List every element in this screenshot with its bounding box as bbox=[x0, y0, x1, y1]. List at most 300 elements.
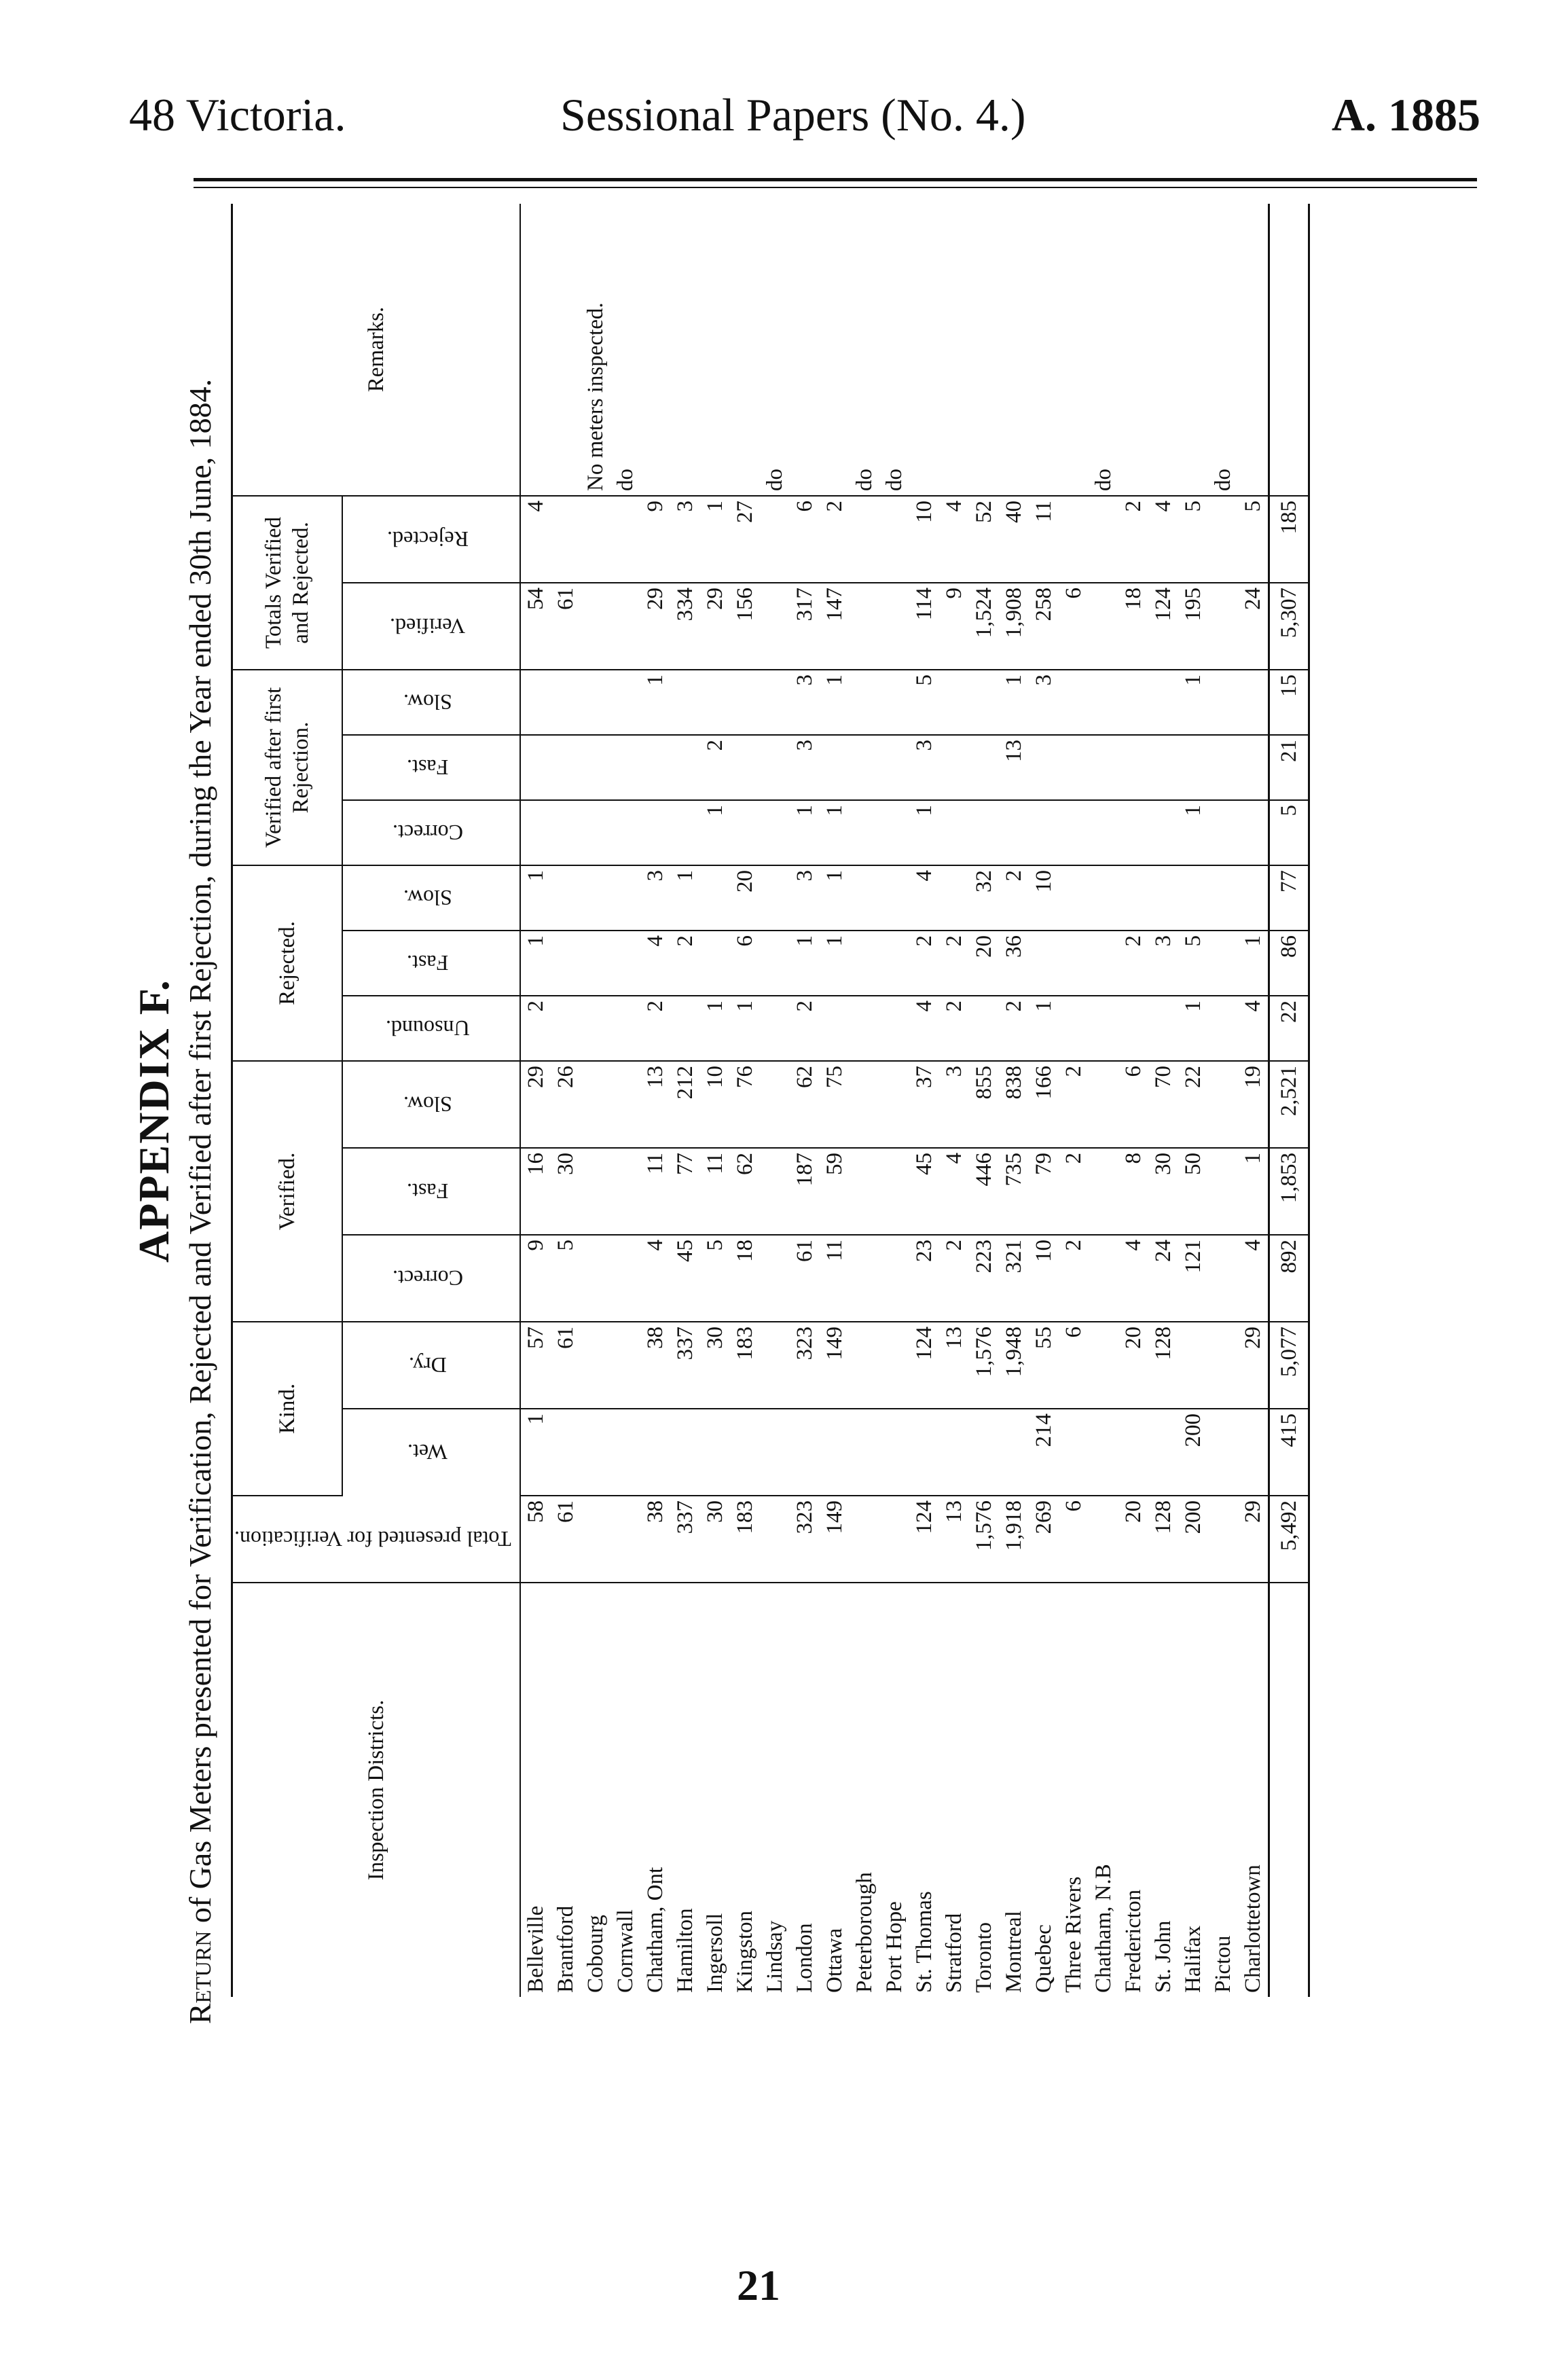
verified-fast-cell bbox=[760, 1148, 790, 1235]
header-rejected-slow: Slow. bbox=[342, 865, 520, 931]
after-slow-cell bbox=[610, 670, 640, 735]
verified-fast-cell bbox=[610, 1148, 640, 1235]
totals-rejected-cell: 1 bbox=[700, 496, 730, 583]
verified-fast-cell bbox=[850, 1148, 879, 1235]
rejected-unsound-cell: 22 bbox=[1269, 996, 1309, 1061]
after-correct-cell: 1 bbox=[1178, 800, 1208, 865]
header-verified-fast: Fast. bbox=[342, 1148, 520, 1235]
remarks-cell: do bbox=[1208, 204, 1238, 496]
rejected-slow-cell: 32 bbox=[969, 865, 999, 931]
totals-rejected-cell: 5 bbox=[1238, 496, 1269, 583]
dry-cell bbox=[1089, 1322, 1118, 1409]
verified-fast-cell: 77 bbox=[670, 1148, 700, 1235]
after-slow-cell: 1 bbox=[1178, 670, 1208, 735]
rejected-slow-cell bbox=[939, 865, 969, 931]
dry-cell: 323 bbox=[790, 1322, 820, 1409]
totals-rejected-cell bbox=[1089, 496, 1118, 583]
wet-cell: 200 bbox=[1178, 1409, 1208, 1496]
rejected-unsound-cell: 2 bbox=[790, 996, 820, 1061]
verified-correct-cell: 9 bbox=[520, 1235, 551, 1322]
district-cell: Quebec bbox=[1031, 1924, 1056, 1993]
remarks-cell bbox=[730, 204, 760, 496]
table-row bbox=[1118, 204, 1148, 1997]
table-row bbox=[760, 204, 790, 1997]
remarks-cell bbox=[1238, 204, 1269, 496]
totals-rejected-cell: 2 bbox=[820, 496, 850, 583]
district-cell: Montreal bbox=[1001, 1911, 1026, 1993]
remarks-cell bbox=[1029, 204, 1059, 496]
total-presented-cell: 124 bbox=[909, 1496, 939, 1583]
dry-cell: 183 bbox=[730, 1322, 760, 1409]
remarks-cell bbox=[1178, 204, 1208, 496]
table-row bbox=[1238, 204, 1269, 1997]
header-rule-thick bbox=[194, 178, 1477, 181]
rejected-slow-cell bbox=[551, 865, 581, 931]
rejected-unsound-cell bbox=[581, 996, 610, 1061]
rejected-fast-cell bbox=[760, 931, 790, 996]
dry-cell: 124 bbox=[909, 1322, 939, 1409]
wet-cell bbox=[879, 1409, 909, 1496]
verified-correct-cell: 18 bbox=[730, 1235, 760, 1322]
table-row bbox=[879, 204, 909, 1997]
totals-verified-cell: 124 bbox=[1148, 583, 1178, 670]
rejected-fast-cell: 20 bbox=[969, 931, 999, 996]
totals-rejected-cell: 6 bbox=[790, 496, 820, 583]
after-correct-cell: 1 bbox=[820, 800, 850, 865]
total-presented-cell: 269 bbox=[1029, 1496, 1059, 1583]
after-fast-cell: 3 bbox=[790, 735, 820, 800]
total-presented-cell bbox=[1208, 1496, 1238, 1583]
district-cell: Fredericton bbox=[1120, 1889, 1146, 1993]
total-presented-cell: 200 bbox=[1178, 1496, 1208, 1583]
rejected-unsound-cell: 1 bbox=[700, 996, 730, 1061]
wet-cell bbox=[730, 1409, 760, 1496]
after-slow-cell bbox=[850, 670, 879, 735]
rejected-unsound-cell bbox=[820, 996, 850, 1061]
total-presented-cell: 323 bbox=[790, 1496, 820, 1583]
district-cell: Peterborough bbox=[852, 1872, 877, 1993]
wet-cell bbox=[1238, 1409, 1269, 1496]
after-correct-cell: 5 bbox=[1269, 800, 1309, 865]
after-fast-cell bbox=[1059, 735, 1089, 800]
after-fast-cell bbox=[551, 735, 581, 800]
dry-cell: 29 bbox=[1238, 1322, 1269, 1409]
header-rejected-fast: Fast. bbox=[342, 931, 520, 996]
totals-verified-cell: 9 bbox=[939, 583, 969, 670]
appendix-title: APPENDIX F. bbox=[130, 979, 178, 1263]
totals-rejected-cell: 27 bbox=[730, 496, 760, 583]
header-kind: Kind. bbox=[232, 1322, 342, 1496]
rejected-fast-cell: 2 bbox=[670, 931, 700, 996]
totals-verified-cell: 114 bbox=[909, 583, 939, 670]
rejected-slow-cell bbox=[879, 865, 909, 931]
district-cell: Charlottetown bbox=[1240, 1864, 1265, 1993]
total-presented-cell: 337 bbox=[670, 1496, 700, 1583]
after-correct-cell bbox=[939, 800, 969, 865]
district-cell: Three Rivers bbox=[1061, 1876, 1086, 1993]
table-row bbox=[939, 204, 969, 1997]
total-presented-cell: 1,918 bbox=[999, 1496, 1029, 1583]
after-correct-cell bbox=[730, 800, 760, 865]
after-fast-cell bbox=[760, 735, 790, 800]
rejected-unsound-cell: 2 bbox=[999, 996, 1029, 1061]
wet-cell: 1 bbox=[520, 1409, 551, 1496]
rejected-slow-cell bbox=[1089, 865, 1118, 931]
totals-verified-cell: 18 bbox=[1118, 583, 1148, 670]
table-row bbox=[1029, 204, 1059, 1997]
after-fast-cell bbox=[610, 735, 640, 800]
wet-cell bbox=[1148, 1409, 1178, 1496]
dry-cell: 5,077 bbox=[1269, 1322, 1309, 1409]
wet-cell bbox=[1118, 1409, 1148, 1496]
totals-verified-cell: 29 bbox=[640, 583, 670, 670]
dry-cell: 1,948 bbox=[999, 1322, 1029, 1409]
rejected-unsound-cell: 2 bbox=[520, 996, 551, 1061]
total-presented-cell: 149 bbox=[820, 1496, 850, 1583]
verified-slow-cell: 3 bbox=[939, 1061, 969, 1148]
totals-rejected-cell: 3 bbox=[670, 496, 700, 583]
totals-verified-cell: 29 bbox=[700, 583, 730, 670]
rejected-unsound-cell bbox=[760, 996, 790, 1061]
after-correct-cell bbox=[640, 800, 670, 865]
header-dry: Dry. bbox=[342, 1322, 520, 1409]
totals-verified-cell: 24 bbox=[1238, 583, 1269, 670]
verified-fast-cell: 16 bbox=[520, 1148, 551, 1235]
verified-fast-cell: 446 bbox=[969, 1148, 999, 1235]
verified-correct-cell: 4 bbox=[1238, 1235, 1269, 1322]
verified-slow-cell bbox=[850, 1061, 879, 1148]
table-row bbox=[1178, 204, 1208, 1997]
after-slow-cell: 5 bbox=[909, 670, 939, 735]
verified-correct-cell: 321 bbox=[999, 1235, 1029, 1322]
header-after-rejection: Verified after first Rejection. bbox=[232, 670, 342, 865]
dry-cell bbox=[581, 1322, 610, 1409]
totals-verified-cell bbox=[760, 583, 790, 670]
verified-correct-cell: 4 bbox=[640, 1235, 670, 1322]
verified-correct-cell: 24 bbox=[1148, 1235, 1178, 1322]
dry-cell: 128 bbox=[1148, 1322, 1178, 1409]
after-fast-cell bbox=[581, 735, 610, 800]
totals-verified-cell: 317 bbox=[790, 583, 820, 670]
dry-cell bbox=[760, 1322, 790, 1409]
after-slow-cell bbox=[939, 670, 969, 735]
rejected-fast-cell: 1 bbox=[820, 931, 850, 996]
totals-verified-cell bbox=[1208, 583, 1238, 670]
rejected-fast-cell bbox=[879, 931, 909, 996]
verified-correct-cell: 45 bbox=[670, 1235, 700, 1322]
total-presented-cell: 58 bbox=[520, 1496, 551, 1583]
verified-fast-cell bbox=[1089, 1148, 1118, 1235]
after-fast-cell bbox=[1208, 735, 1238, 800]
totals-rejected-cell bbox=[850, 496, 879, 583]
after-correct-cell bbox=[879, 800, 909, 865]
verified-fast-cell: 735 bbox=[999, 1148, 1029, 1235]
after-correct-cell bbox=[1208, 800, 1238, 865]
totals-rejected-cell: 52 bbox=[969, 496, 999, 583]
rejected-unsound-cell bbox=[879, 996, 909, 1061]
rejected-slow-cell bbox=[1118, 865, 1148, 931]
rejected-slow-cell: 2 bbox=[999, 865, 1029, 931]
verified-correct-cell bbox=[1208, 1235, 1238, 1322]
district-cell: St. Thomas bbox=[911, 1891, 936, 1993]
after-slow-cell: 15 bbox=[1269, 670, 1309, 735]
after-slow-cell: 1 bbox=[820, 670, 850, 735]
after-slow-cell bbox=[581, 670, 610, 735]
wet-cell bbox=[1059, 1409, 1089, 1496]
after-slow-cell bbox=[1118, 670, 1148, 735]
verified-fast-cell: 45 bbox=[909, 1148, 939, 1235]
header-rule-thin bbox=[194, 187, 1477, 188]
rejected-unsound-cell bbox=[551, 996, 581, 1061]
remarks-cell: do bbox=[879, 204, 909, 496]
totals-rejected-cell: 4 bbox=[520, 496, 551, 583]
header-verified-correct: Correct. bbox=[342, 1235, 520, 1322]
header-wet: Wet. bbox=[342, 1409, 520, 1496]
header-rejected-unsound: Unsound. bbox=[342, 996, 520, 1061]
remarks-cell bbox=[1148, 204, 1178, 496]
district-cell: Pictou bbox=[1210, 1935, 1235, 1993]
rejected-unsound-cell bbox=[670, 996, 700, 1061]
rejected-slow-cell bbox=[1178, 865, 1208, 931]
wet-cell: 415 bbox=[1269, 1409, 1309, 1496]
district-cell: Lindsay bbox=[762, 1920, 787, 1993]
running-header bbox=[129, 88, 1480, 149]
remarks-cell bbox=[1059, 204, 1089, 496]
totals-verified-cell: 54 bbox=[520, 583, 551, 670]
after-fast-cell: 2 bbox=[700, 735, 730, 800]
table-row bbox=[999, 204, 1029, 1997]
wet-cell bbox=[999, 1409, 1029, 1496]
total-presented-cell bbox=[1089, 1496, 1118, 1583]
rejected-unsound-cell bbox=[1208, 996, 1238, 1061]
header-verified: Verified. bbox=[232, 1061, 342, 1322]
rejected-slow-cell bbox=[1238, 865, 1269, 931]
rejected-fast-cell: 6 bbox=[730, 931, 760, 996]
rejected-fast-cell bbox=[1029, 931, 1059, 996]
after-correct-cell bbox=[1238, 800, 1269, 865]
wet-cell bbox=[551, 1409, 581, 1496]
after-fast-cell bbox=[969, 735, 999, 800]
district-cell: Chatham, N.B bbox=[1091, 1864, 1116, 1993]
sessional-papers-label: Sessional Papers (No. 4.) bbox=[560, 89, 1026, 141]
totals-rejected-cell bbox=[610, 496, 640, 583]
remarks-cell bbox=[1269, 204, 1309, 496]
dry-cell: 38 bbox=[640, 1322, 670, 1409]
after-fast-cell bbox=[939, 735, 969, 800]
rejected-fast-cell: 1 bbox=[520, 931, 551, 996]
after-correct-cell bbox=[999, 800, 1029, 865]
after-fast-cell: 3 bbox=[909, 735, 939, 800]
after-slow-cell bbox=[1089, 670, 1118, 735]
rejected-slow-cell bbox=[1148, 865, 1178, 931]
verified-slow-cell bbox=[581, 1061, 610, 1148]
rejected-unsound-cell bbox=[969, 996, 999, 1061]
after-correct-cell bbox=[610, 800, 640, 865]
verified-fast-cell: 30 bbox=[551, 1148, 581, 1235]
verified-fast-cell: 59 bbox=[820, 1148, 850, 1235]
rejected-slow-cell: 20 bbox=[730, 865, 760, 931]
rejected-unsound-cell bbox=[1148, 996, 1178, 1061]
after-correct-cell bbox=[581, 800, 610, 865]
remarks-cell bbox=[551, 204, 581, 496]
district-cell: Belleville bbox=[523, 1905, 548, 1993]
verified-fast-cell: 2 bbox=[1059, 1148, 1089, 1235]
after-correct-cell bbox=[1118, 800, 1148, 865]
after-fast-cell bbox=[879, 735, 909, 800]
header-after-fast: Fast. bbox=[342, 735, 520, 800]
verified-fast-cell bbox=[1208, 1148, 1238, 1235]
rejected-fast-cell: 2 bbox=[1118, 931, 1148, 996]
rejected-fast-cell bbox=[850, 931, 879, 996]
header-district: Inspection Districts. bbox=[232, 1583, 520, 1997]
verified-fast-cell bbox=[581, 1148, 610, 1235]
verified-slow-cell: 2 bbox=[1059, 1061, 1089, 1148]
wet-cell bbox=[700, 1409, 730, 1496]
after-slow-cell bbox=[700, 670, 730, 735]
caption-text: of Gas Meters presented for Verification, Rejected and Verified after first Rejection, during the Year ended 30th June, 1884. bbox=[183, 378, 217, 1924]
verified-slow-cell bbox=[879, 1061, 909, 1148]
wet-cell bbox=[850, 1409, 879, 1496]
verified-slow-cell: 855 bbox=[969, 1061, 999, 1148]
verified-fast-cell: 187 bbox=[790, 1148, 820, 1235]
verified-slow-cell: 166 bbox=[1029, 1061, 1059, 1148]
verified-fast-cell: 30 bbox=[1148, 1148, 1178, 1235]
dry-cell: 337 bbox=[670, 1322, 700, 1409]
rejected-unsound-cell bbox=[850, 996, 879, 1061]
totals-rejected-cell bbox=[879, 496, 909, 583]
rejected-fast-cell bbox=[610, 931, 640, 996]
total-presented-cell: 20 bbox=[1118, 1496, 1148, 1583]
remarks-cell bbox=[1118, 204, 1148, 496]
totals-rejected-cell: 185 bbox=[1269, 496, 1309, 583]
dry-cell: 30 bbox=[700, 1322, 730, 1409]
verified-correct-cell bbox=[879, 1235, 909, 1322]
verified-slow-cell: 10 bbox=[700, 1061, 730, 1148]
rejected-fast-cell: 4 bbox=[640, 931, 670, 996]
verified-slow-cell: 26 bbox=[551, 1061, 581, 1148]
total-presented-cell bbox=[850, 1496, 879, 1583]
total-presented-cell: 1,576 bbox=[969, 1496, 999, 1583]
verified-fast-cell: 8 bbox=[1118, 1148, 1148, 1235]
district-cell: Brantford bbox=[553, 1905, 578, 1993]
district-cell: Port Hope bbox=[881, 1901, 907, 1993]
remarks-cell: do bbox=[850, 204, 879, 496]
rejected-slow-cell bbox=[700, 865, 730, 931]
verified-fast-cell: 11 bbox=[700, 1148, 730, 1235]
totals-rejected-cell: 40 bbox=[999, 496, 1029, 583]
after-fast-cell bbox=[1148, 735, 1178, 800]
verified-slow-cell: 76 bbox=[730, 1061, 760, 1148]
district-cell: Ottawa bbox=[822, 1928, 847, 1993]
verified-correct-cell: 5 bbox=[551, 1235, 581, 1322]
district-cell: Halifax bbox=[1180, 1926, 1205, 1993]
header-after-correct: Correct. bbox=[342, 800, 520, 865]
remarks-cell: do bbox=[1089, 204, 1118, 496]
verified-correct-cell: 892 bbox=[1269, 1235, 1309, 1322]
totals-rejected-cell: 11 bbox=[1029, 496, 1059, 583]
after-slow-cell: 3 bbox=[1029, 670, 1059, 735]
rejected-unsound-cell: 4 bbox=[1238, 996, 1269, 1061]
verified-slow-cell: 37 bbox=[909, 1061, 939, 1148]
after-correct-cell bbox=[520, 800, 551, 865]
wet-cell bbox=[820, 1409, 850, 1496]
verified-correct-cell: 2 bbox=[939, 1235, 969, 1322]
district-cell: Kingston bbox=[732, 1910, 757, 1993]
header-totals-rejected: Rejected. bbox=[342, 496, 520, 583]
verified-fast-cell: 4 bbox=[939, 1148, 969, 1235]
after-correct-cell: 1 bbox=[700, 800, 730, 865]
rejected-fast-cell: 36 bbox=[999, 931, 1029, 996]
header-total-presented: Total presented for Verification. bbox=[232, 1496, 520, 1583]
totals-verified-cell: 195 bbox=[1178, 583, 1208, 670]
totals-rejected-cell bbox=[1059, 496, 1089, 583]
table-row bbox=[730, 204, 760, 1997]
after-correct-cell bbox=[1089, 800, 1118, 865]
dry-cell: 57 bbox=[520, 1322, 551, 1409]
totals-row bbox=[1269, 204, 1309, 1997]
wet-cell: 214 bbox=[1029, 1409, 1059, 1496]
dry-cell bbox=[850, 1322, 879, 1409]
after-correct-cell bbox=[969, 800, 999, 865]
wet-cell bbox=[790, 1409, 820, 1496]
dry-cell: 61 bbox=[551, 1322, 581, 1409]
rejected-unsound-cell bbox=[1089, 996, 1118, 1061]
totals-verified-cell: 1,524 bbox=[969, 583, 999, 670]
verified-fast-cell: 1 bbox=[1238, 1148, 1269, 1235]
table-row bbox=[969, 204, 999, 1997]
totals-verified-cell bbox=[581, 583, 610, 670]
verified-slow-cell bbox=[1208, 1061, 1238, 1148]
verified-correct-cell bbox=[850, 1235, 879, 1322]
after-fast-cell bbox=[640, 735, 670, 800]
after-fast-cell bbox=[820, 735, 850, 800]
after-slow-cell: 3 bbox=[790, 670, 820, 735]
caption-lead: Return bbox=[183, 1930, 217, 2024]
table-row bbox=[670, 204, 700, 1997]
verified-correct-cell: 11 bbox=[820, 1235, 850, 1322]
after-slow-cell bbox=[1208, 670, 1238, 735]
rejected-unsound-cell: 4 bbox=[909, 996, 939, 1061]
district-cell: Ingersoll bbox=[702, 1913, 727, 1993]
dry-cell: 13 bbox=[939, 1322, 969, 1409]
rejected-fast-cell bbox=[581, 931, 610, 996]
after-fast-cell bbox=[1089, 735, 1118, 800]
header-row-groups bbox=[232, 204, 342, 1997]
totals-rejected-cell bbox=[1208, 496, 1238, 583]
rejected-fast-cell: 86 bbox=[1269, 931, 1309, 996]
table-row bbox=[551, 204, 581, 1997]
wet-cell bbox=[610, 1409, 640, 1496]
wet-cell bbox=[1089, 1409, 1118, 1496]
remarks-cell bbox=[520, 204, 551, 496]
after-fast-cell: 13 bbox=[999, 735, 1029, 800]
wet-cell bbox=[1208, 1409, 1238, 1496]
rejected-unsound-cell bbox=[1059, 996, 1089, 1061]
verified-correct-cell bbox=[610, 1235, 640, 1322]
rejected-unsound-cell: 1 bbox=[730, 996, 760, 1061]
rejected-unsound-cell: 2 bbox=[939, 996, 969, 1061]
verified-slow-cell bbox=[1089, 1061, 1118, 1148]
totals-rejected-cell bbox=[551, 496, 581, 583]
after-fast-cell bbox=[1238, 735, 1269, 800]
header-remarks: Remarks. bbox=[232, 204, 520, 496]
total-presented-cell bbox=[760, 1496, 790, 1583]
after-fast-cell bbox=[1178, 735, 1208, 800]
after-fast-cell bbox=[730, 735, 760, 800]
gas-meters-table bbox=[231, 204, 1310, 1997]
table-row bbox=[700, 204, 730, 1997]
verified-correct-cell: 223 bbox=[969, 1235, 999, 1322]
